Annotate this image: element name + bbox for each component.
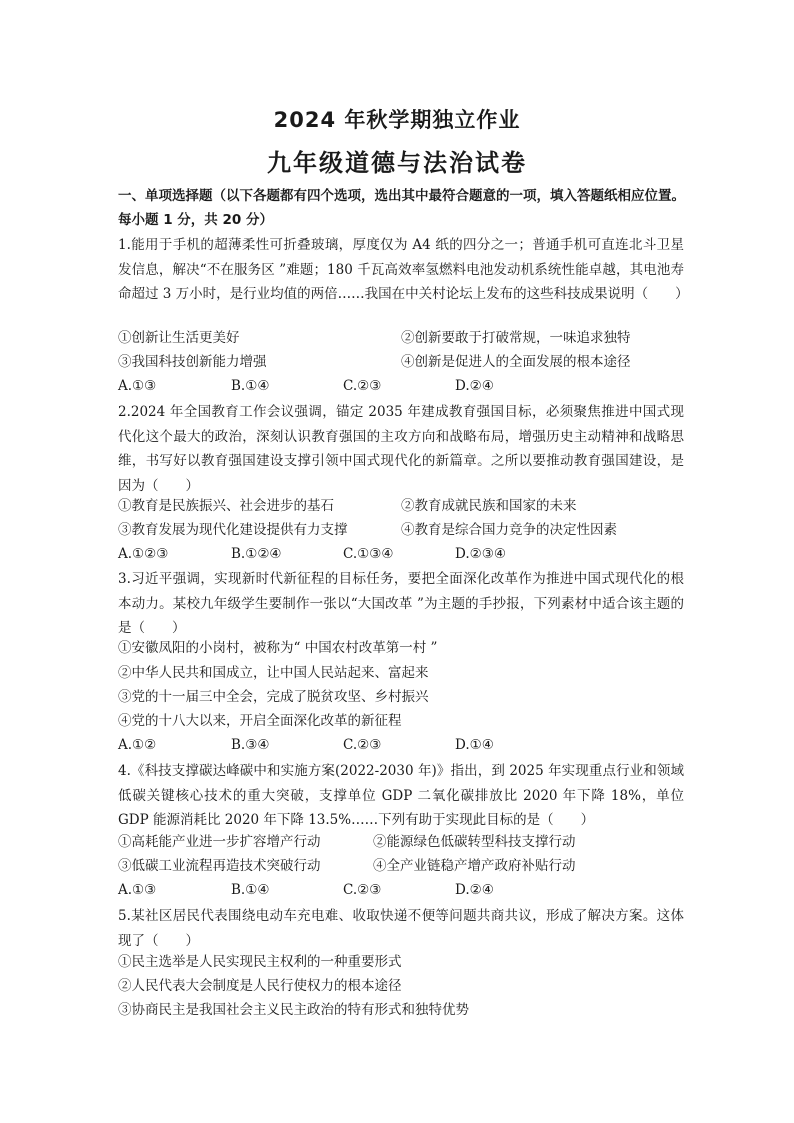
answer-choice: A.①③ — [118, 882, 157, 898]
option-item: ②能源绿色低碳转型科技支撑行动 — [373, 834, 576, 850]
answer-choices — [118, 879, 684, 901]
option-row — [118, 637, 684, 659]
question-stem: 1.能用于手机的超薄柔性可折叠玻璃，厚度仅为 A4 纸的四分之一；普通手机可直连北斗卫星发信息，解决“不在服务区 ”难题；180 千瓦高效率氢燃料电池发动机系统性能卓越，其电池寿命超过 3 万小时，是行业均值的两倍……我国在中关村论坛上发布的这些科技成果说明（ ） — [118, 237, 689, 302]
option-item: ③我国科技创新能力增强 — [118, 354, 267, 370]
answer-choice: A.①②③ — [118, 546, 169, 562]
option-item: ③党的十一届三中全会，完成了脱贫攻坚、乡村振兴 — [118, 689, 429, 705]
option-row — [118, 855, 684, 877]
option-item: ②创新要敢于打破常规，一味追求独特 — [401, 330, 631, 346]
option-item: ③协商民主是我国社会主义民主政治的特有形式和独特优势 — [118, 1002, 469, 1018]
answer-choice: B.①④ — [231, 378, 270, 394]
option-row — [118, 831, 684, 853]
option-item: ①民主选举是人民实现民主权利的一种重要形式 — [118, 954, 402, 970]
question-stem: 5.某社区居民代表围绕电动车充电难、收取快递不便等问题共商共议，形成了解决方案。这体现了（ ） — [118, 908, 684, 949]
answer-choice: D.②③④ — [455, 546, 506, 562]
question-stem: 2.2024 年全国教育工作会议强调，锚定 2035 年建成教育强国目标，必须聚焦推进中国式现代化这个最大的政治，深刻认识教育强国的主攻方向和战略布局，增强历史主动精神和战略思维，书写好以教育强国建设支撑引领中国式现代化的新篇章。之所以要推动教育强国建设，是因为（ ） — [118, 404, 684, 494]
answer-choice: D.②④ — [455, 378, 494, 394]
option-item: ④党的十八大以来，开启全面深化改革的新征程 — [118, 713, 402, 729]
option-row — [118, 686, 684, 708]
option-item: ④教育是综合国力竞争的决定性因素 — [401, 522, 617, 538]
question-stem: 4.《科技支撑碳达峰碳中和实施方案(2022-2030 年)》指出，到 2025 年实现重点行业和领域低碳关键核心技术的重大突破，支撑单位 GDP 二氧化碳排放比 2020 年下降 18%，单位 GDP 能源消耗比 2020 年下降 13.5%……下列有助于实现此目标的是（ ） — [118, 763, 684, 828]
option-item: ②教育成就民族和国家的未来 — [401, 498, 577, 514]
option-item: ④全产业链稳产增产政府补贴行动 — [373, 858, 576, 874]
option-item: ①教育是民族振兴、社会进步的基石 — [118, 498, 334, 514]
option-item: ③教育发展为现代化建设提供有力支撑 — [118, 522, 348, 538]
option-item: ①高耗能产业进一步扩容增产行动 — [118, 834, 321, 850]
answer-choice: B.①④ — [231, 882, 270, 898]
answer-choice: C.②③ — [343, 737, 382, 753]
option-row — [118, 519, 684, 541]
answer-choices — [118, 375, 684, 397]
option-row — [118, 975, 684, 997]
option-item: ①创新让生活更美好 — [118, 330, 240, 346]
option-item: ④创新是促进人的全面发展的根本途径 — [401, 354, 631, 370]
exam-title: 2024 年秋学期独立作业 — [273, 108, 521, 132]
option-row — [118, 951, 684, 973]
answer-choices — [118, 543, 684, 565]
option-item: ③低碳工业流程再造技术突破行动 — [118, 858, 321, 874]
answer-choice: D.②④ — [455, 882, 494, 898]
answer-choice: C.②③ — [343, 378, 382, 394]
answer-choice: D.①④ — [455, 737, 494, 753]
answer-choice: B.①②④ — [231, 546, 282, 562]
answer-choice: A.①② — [118, 737, 157, 753]
option-row — [118, 710, 684, 732]
option-row — [118, 327, 684, 349]
question-stem: 3.习近平强调，实现新时代新征程的目标任务，要把全面深化改革作为推进中国式现代化的根本动力。某校九年级学生要制作一张以“大国改革 ”为主题的手抄报，下列素材中适合该主题的是（ ） — [118, 571, 684, 636]
answer-choice: C.①③④ — [343, 546, 394, 562]
option-item: ②人民代表大会制度是人民行使权力的根本途径 — [118, 978, 402, 994]
answer-choice: B.③④ — [231, 737, 270, 753]
option-item: ①安徽凤阳的小岗村，被称为“ 中国农村改革第一村 ” — [118, 640, 438, 656]
option-row — [118, 351, 684, 373]
option-row — [118, 662, 684, 684]
section-heading: 一、单项选择题（以下各题都有四个选项，选出其中最符合题意的一项，填入答题纸相应位置。每小题 1 分，共 20 分） — [118, 188, 685, 228]
option-row — [118, 999, 684, 1021]
answer-choices — [118, 734, 684, 756]
exam-subtitle: 九年级道德与法治试卷 — [267, 149, 527, 177]
answer-choice: C.②③ — [343, 882, 382, 898]
option-row — [118, 495, 684, 517]
answer-choice: A.①③ — [118, 378, 157, 394]
option-item: ②中华人民共和国成立，让中国人民站起来、富起来 — [118, 665, 429, 681]
